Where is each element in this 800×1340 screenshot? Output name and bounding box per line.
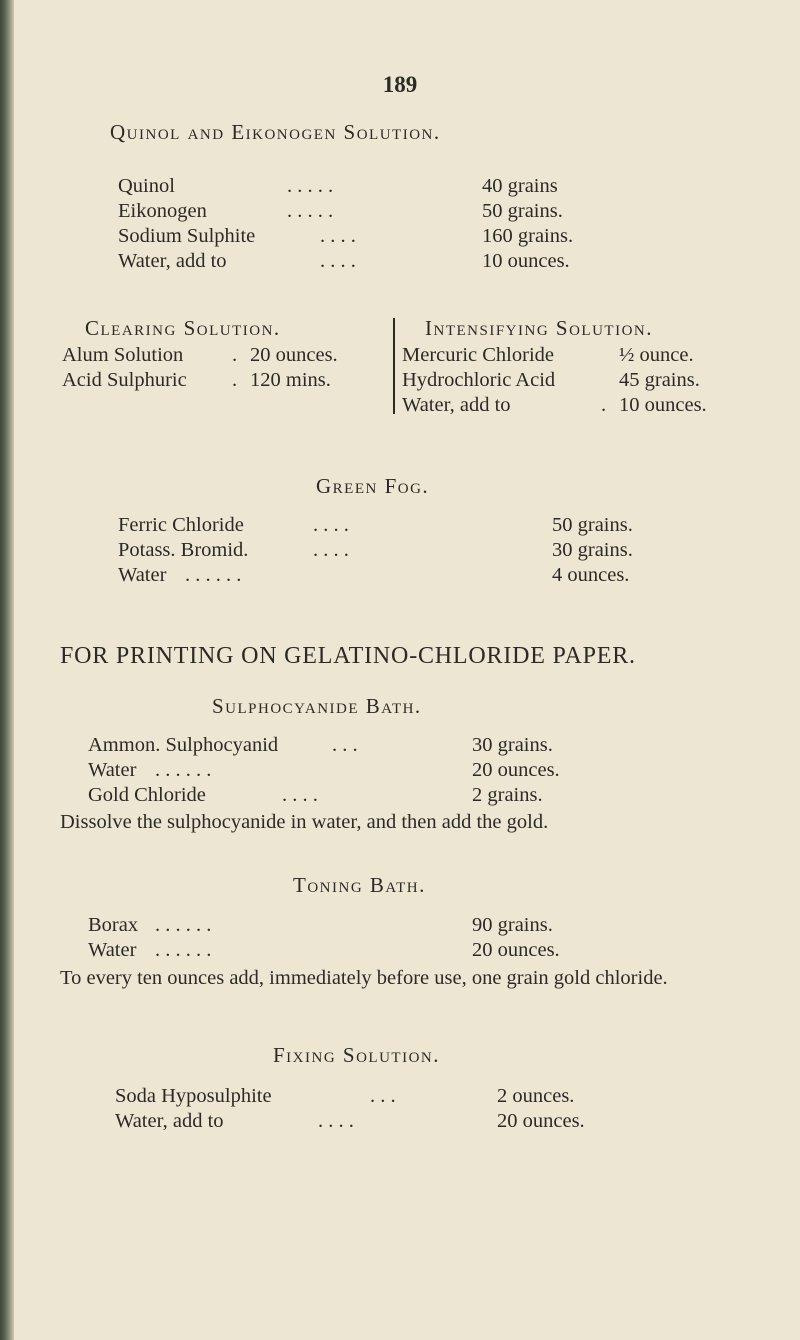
alum-solution-amount: 20 ounces. — [250, 344, 338, 366]
hydrochloric-acid-amount: 45 grains. — [619, 369, 700, 391]
mercuric-chloride-item-label: Mercuric Chloride — [402, 344, 554, 366]
ammon-sulphocyanid-amount: 30 grains. — [472, 734, 553, 756]
gold-chloride-amount: 2 grains. — [472, 784, 543, 806]
sulphocyanide-water-amount: 20 ounces. — [472, 759, 560, 781]
borax-amount: 90 grains. — [472, 914, 553, 936]
green-fog-title: Green Fog. — [316, 474, 430, 498]
quinol-water-leader-dots: . . . . — [320, 250, 356, 272]
green-fog-water-leader-dots: . . . . . . — [185, 564, 242, 586]
sodium-sulphite-item-label: Sodium Sulphite — [118, 225, 256, 247]
green-fog-water-amount: 4 ounces. — [552, 564, 630, 586]
potass-bromid-leader-dots: . . . . — [313, 539, 349, 561]
intensifying-solution-title: Intensifying Solution. — [425, 316, 653, 340]
ferric-chloride-leader-dots: . . . . — [313, 514, 349, 536]
toning-water-leader-dots: . . . . . . — [155, 939, 212, 961]
ferric-chloride-item-label: Ferric Chloride — [118, 514, 244, 536]
potass-bromid-amount: 30 grains. — [552, 539, 633, 561]
fixing-water-item-label: Water, add to — [115, 1110, 224, 1132]
toning-water-amount: 20 ounces. — [472, 939, 560, 961]
fixing-water-amount: 20 ounces. — [497, 1110, 585, 1132]
toning-instructions: To every ten ounces add, immediately before use, one grain gold chloride. — [60, 967, 668, 989]
acid-sulphuric-leader-dots: . — [232, 369, 238, 391]
mercuric-chloride-amount: ½ ounce. — [619, 344, 694, 366]
sodium-sulphite-leader-dots: . . . . — [320, 225, 356, 247]
ferric-chloride-amount: 50 grains. — [552, 514, 633, 536]
printing-section-heading: FOR PRINTING ON GELATINO-CHLORIDE PAPER. — [60, 643, 636, 669]
acid-sulphuric-item-label: Acid Sulphuric — [62, 369, 187, 391]
clearing-solution-title: Clearing Solution. — [85, 316, 281, 340]
gold-chloride-item-label: Gold Chloride — [88, 784, 206, 806]
quinol-water-amount: 10 ounces. — [482, 250, 570, 272]
green-fog-water-item-label: Water — [118, 564, 167, 586]
eikonogen-item-label: Eikonogen — [118, 200, 207, 222]
intensifying-water-item-label: Water, add to — [402, 394, 511, 416]
borax-item-label: Borax — [88, 914, 139, 936]
column-divider — [393, 318, 395, 414]
intensifying-water-amount: 10 ounces. — [619, 394, 707, 416]
soda-hyposulphite-item-label: Soda Hyposulphite — [115, 1085, 272, 1107]
quinol-water-item-label: Water, add to — [118, 250, 227, 272]
hydrochloric-acid-item-label: Hydrochloric Acid — [402, 369, 556, 391]
ammon-sulphocyanid-leader-dots: . . . — [332, 734, 358, 756]
fixing-water-leader-dots: . . . . — [318, 1110, 354, 1132]
sulphocyanide-water-item-label: Water — [88, 759, 137, 781]
page-number: 189 — [382, 72, 418, 97]
eikonogen-leader-dots: . . . . . — [287, 200, 334, 222]
toning-water-item-label: Water — [88, 939, 137, 961]
gold-chloride-leader-dots: . . . . — [282, 784, 318, 806]
acid-sulphuric-amount: 120 mins. — [250, 369, 331, 391]
toning-bath-title: Toning Bath. — [293, 873, 426, 897]
soda-hyposulphite-amount: 2 ounces. — [497, 1085, 575, 1107]
alum-solution-item-label: Alum Solution — [62, 344, 184, 366]
alum-solution-leader-dots: . — [232, 344, 238, 366]
soda-hyposulphite-leader-dots: . . . — [370, 1085, 396, 1107]
quinol-item-label: Quinol — [118, 175, 175, 197]
ammon-sulphocyanid-item-label: Ammon. Sulphocyanid — [88, 734, 279, 756]
sulphocyanide-instructions: Dissolve the sulphocyanide in water, and then add the gold. — [60, 811, 549, 833]
quinol-amount: 40 grains — [482, 175, 558, 197]
intensifying-water-leader-dots: . — [601, 394, 607, 416]
quinol-leader-dots: . . . . . — [287, 175, 334, 197]
fixing-solution-title: Fixing Solution. — [273, 1043, 440, 1067]
potass-bromid-item-label: Potass. Bromid. — [118, 539, 249, 561]
eikonogen-amount: 50 grains. — [482, 200, 563, 222]
sulphocyanide-water-leader-dots: . . . . . . — [155, 759, 212, 781]
sodium-sulphite-amount: 160 grains. — [482, 225, 574, 247]
sulphocyanide-bath-title: Sulphocyanide Bath. — [212, 694, 422, 718]
borax-leader-dots: . . . . . . — [155, 914, 212, 936]
quinol-solution-title: Quinol and Eikonogen Solution. — [110, 120, 441, 144]
